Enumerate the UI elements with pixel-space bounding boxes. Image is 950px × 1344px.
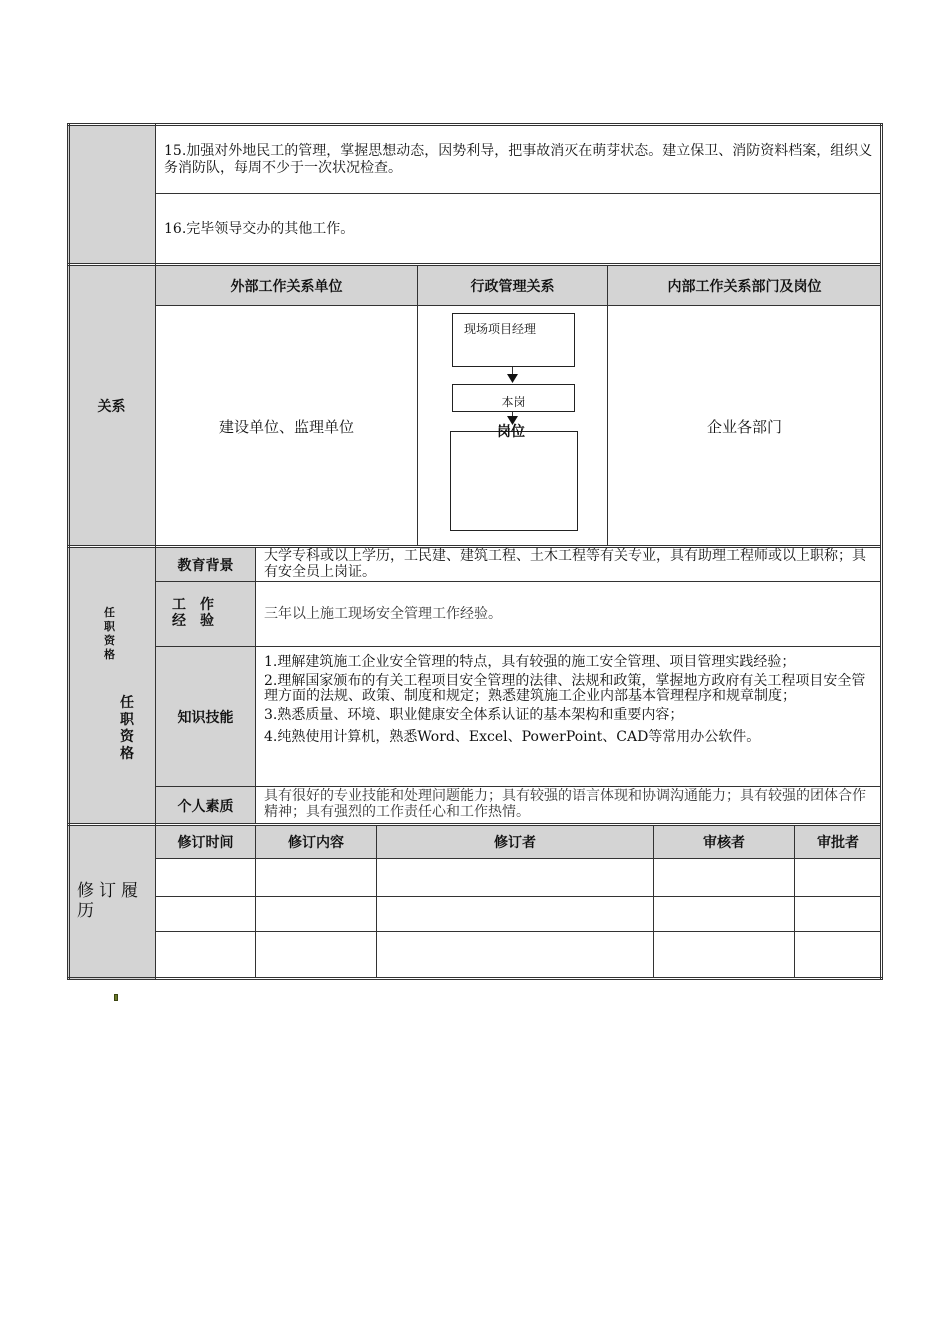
revision-header-reviser: 修订者	[377, 826, 653, 858]
internal-header: 内部工作关系部门及岗位	[608, 266, 881, 305]
revision-header-approver: 审批者	[795, 826, 881, 858]
grid-line	[67, 125, 882, 126]
grid-line	[255, 825, 256, 978]
grid-line	[880, 123, 881, 980]
grid-line	[68, 823, 881, 824]
grid-line	[68, 825, 881, 826]
relations-label: 关系	[97, 398, 126, 415]
grid-line	[653, 825, 654, 978]
revision-row-1	[156, 859, 881, 896]
grid-line	[67, 123, 882, 124]
grid-line	[155, 896, 881, 897]
grid-line	[68, 265, 881, 266]
grid-line	[376, 825, 377, 978]
internal-value: 企业各部门	[706, 417, 782, 436]
grid-line	[68, 545, 881, 546]
grid-line	[67, 979, 883, 980]
grid-line	[155, 858, 881, 859]
org-arrow-down-icon	[507, 374, 518, 383]
org-box-project-manager	[452, 313, 575, 367]
grid-line	[417, 265, 418, 546]
grid-line	[882, 123, 883, 980]
grid-line	[607, 265, 608, 546]
skills-value	[264, 655, 875, 745]
page-marker	[114, 994, 118, 1001]
duties-side-cell	[68, 125, 155, 264]
qualifications-label-small: 任职资格	[104, 606, 115, 661]
qualifications-label-large: 任职资格	[120, 695, 134, 762]
personal-value: 具有很好的专业技能和处理问题能力；具有较强的语言体现和协调沟通能力；具有较强的团体合作精神；具有强烈的工作责任心和工作热情。	[264, 788, 866, 820]
duty-item-15: 15.加强对外地民工的管理，掌握思想动态，因势利导，把事故消灭在萌芽状态。建立保卫、消防资料档案，组织义务消防队，每周不少于一次状况检查。	[164, 143, 873, 176]
skill-item-4: 4.纯熟使用计算机，熟悉Word、Excel、PowerPoint、CAD等常用办公软件。	[264, 729, 761, 745]
grid-line	[155, 305, 881, 306]
experience-value: 三年以上施工现场安全管理工作经验。	[264, 606, 502, 622]
grid-line	[255, 547, 256, 824]
experience-label: 工 作 经 验	[156, 582, 255, 646]
skill-item-2: 2.理解国家颁布的有关工程项目安全管理的法律、法规和政策，掌握地方政府有关工程项目安全管理方面的法规、政策、制度和规定；熟悉建筑施工企业内部基本管理程序和规章制度；	[264, 673, 866, 704]
grid-line	[155, 193, 881, 194]
grid-line	[69, 123, 70, 980]
org-box-project-manager-label: 现场项目经理	[464, 322, 537, 336]
revision-row-2	[156, 897, 881, 931]
external-value: 建设单位、监理单位	[218, 417, 354, 436]
grid-line	[155, 646, 881, 647]
grid-line	[68, 263, 881, 264]
qualifications-side-cell	[68, 547, 155, 824]
revision-side-cell	[68, 825, 155, 979]
skill-item-1: 1.理解建筑施工企业安全管理的特点，具有较强的施工安全管理、项目管理实践经验；	[264, 654, 796, 670]
grid-line	[155, 124, 156, 979]
org-overlap-label: 岗位	[497, 424, 525, 440]
org-box-this-post	[452, 384, 575, 412]
duty-item-16: 16.完毕领导交办的其他工作。	[164, 221, 355, 237]
revision-label: 修订履历	[77, 881, 143, 921]
org-box-this-post-label: 本岗	[501, 394, 526, 409]
grid-line	[794, 825, 795, 978]
skills-label: 知识技能	[156, 647, 255, 786]
grid-line	[67, 977, 883, 978]
grid-line	[155, 581, 881, 582]
education-label: 教育背景	[156, 548, 255, 581]
education-value: 大学专科或以上学历，工民建、建筑工程、土木工程等有关专业，具有助理工程师或以上职称；具有安全员上岗证。	[264, 548, 866, 580]
grid-line	[155, 786, 881, 787]
revision-header-reviewer: 审核者	[654, 826, 794, 858]
grid-line	[68, 547, 881, 548]
personal-label: 个人素质	[156, 787, 255, 824]
org-box-subordinate	[450, 431, 578, 531]
skill-item-3: 3.熟悉质量、环境、职业健康安全体系认证的基本架构和重要内容；	[264, 707, 684, 723]
grid-line	[67, 123, 68, 980]
relations-side-cell	[68, 265, 155, 546]
external-header: 外部工作关系单位	[156, 266, 417, 305]
revision-header-time: 修订时间	[156, 826, 255, 858]
revision-header-content: 修订内容	[256, 826, 376, 858]
revision-row-3	[156, 932, 881, 978]
grid-line	[155, 931, 881, 932]
admin-header: 行政管理关系	[418, 266, 607, 305]
